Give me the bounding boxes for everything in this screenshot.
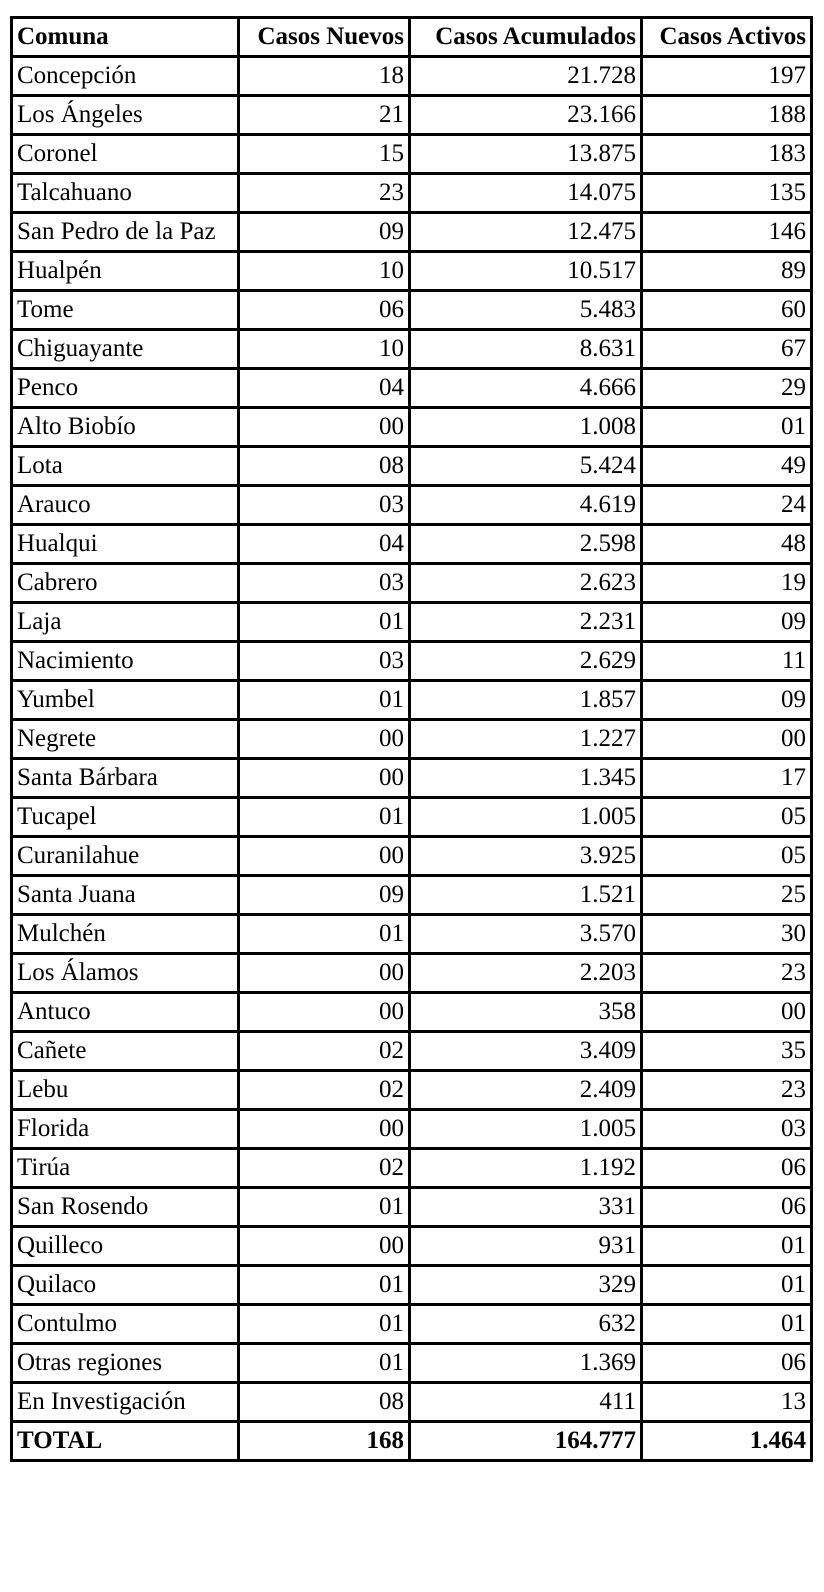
table-row (12, 954, 812, 993)
casos-nuevos-cell: 01 (239, 1266, 410, 1305)
casos-activos-cell: 48 (642, 525, 812, 564)
header-comuna: Comuna (12, 18, 239, 57)
table-row (12, 1227, 812, 1266)
casos-nuevos-cell: 00 (239, 720, 410, 759)
casos-activos-cell: 00 (642, 993, 812, 1032)
comuna-cell: Hualqui (12, 525, 239, 564)
casos-activos-cell: 89 (642, 252, 812, 291)
casos-acumulados-cell: 2.629 (410, 642, 642, 681)
casos-activos-cell: 30 (642, 915, 812, 954)
table-row (12, 213, 812, 252)
casos-acumulados-cell: 14.075 (410, 174, 642, 213)
casos-nuevos-cell: 09 (239, 213, 410, 252)
table-row (12, 252, 812, 291)
casos-nuevos-cell: 02 (239, 1071, 410, 1110)
casos-nuevos-cell: 23 (239, 174, 410, 213)
casos-acumulados-cell: 329 (410, 1266, 642, 1305)
comuna-cell: Antuco (12, 993, 239, 1032)
casos-activos-cell: 49 (642, 447, 812, 486)
casos-nuevos-cell: 03 (239, 564, 410, 603)
casos-nuevos-cell: 00 (239, 408, 410, 447)
casos-activos-cell: 19 (642, 564, 812, 603)
casos-nuevos-cell: 04 (239, 525, 410, 564)
casos-acumulados-cell: 1.192 (410, 1149, 642, 1188)
casos-activos-cell: 01 (642, 1266, 812, 1305)
casos-activos-cell: 01 (642, 1305, 812, 1344)
table-row (12, 1188, 812, 1227)
casos-acumulados-cell: 2.623 (410, 564, 642, 603)
casos-acumulados-cell: 1.369 (410, 1344, 642, 1383)
comuna-cell: Penco (12, 369, 239, 408)
casos-activos-cell: 09 (642, 603, 812, 642)
casos-acumulados-cell: 12.475 (410, 213, 642, 252)
casos-nuevos-cell: 00 (239, 759, 410, 798)
table-row (12, 642, 812, 681)
table-row (12, 135, 812, 174)
comuna-cell: Lebu (12, 1071, 239, 1110)
casos-activos-cell: 188 (642, 96, 812, 135)
casos-activos-cell: 05 (642, 837, 812, 876)
header-casos-nuevos: Casos Nuevos (239, 18, 410, 57)
casos-acumulados-cell: 13.875 (410, 135, 642, 174)
comuna-cell: En Investigación (12, 1383, 239, 1422)
casos-activos-cell: 183 (642, 135, 812, 174)
casos-nuevos-cell: 08 (239, 1383, 410, 1422)
comuna-cell: Tucapel (12, 798, 239, 837)
comuna-cell: Chiguayante (12, 330, 239, 369)
table-row (12, 369, 812, 408)
casos-nuevos-cell: 04 (239, 369, 410, 408)
table-row (12, 876, 812, 915)
comuna-cell: Florida (12, 1110, 239, 1149)
casos-acumulados-cell: 2.231 (410, 603, 642, 642)
casos-activos-cell: 17 (642, 759, 812, 798)
table-row (12, 1149, 812, 1188)
comuna-cell: Coronel (12, 135, 239, 174)
comuna-cell: Contulmo (12, 1305, 239, 1344)
comuna-cell: Hualpén (12, 252, 239, 291)
casos-activos-cell: 06 (642, 1344, 812, 1383)
casos-activos-cell: 06 (642, 1149, 812, 1188)
casos-acumulados-cell: 411 (410, 1383, 642, 1422)
casos-acumulados-cell: 1.005 (410, 798, 642, 837)
casos-nuevos-cell: 09 (239, 876, 410, 915)
table-row (12, 408, 812, 447)
table-row (12, 603, 812, 642)
header-casos-activos: Casos Activos (642, 18, 812, 57)
comuna-cell: Los Ángeles (12, 96, 239, 135)
casos-acumulados-cell: 5.424 (410, 447, 642, 486)
casos-nuevos-cell: 01 (239, 1305, 410, 1344)
comuna-cell: San Rosendo (12, 1188, 239, 1227)
casos-activos-cell: 06 (642, 1188, 812, 1227)
comuna-cell: Cabrero (12, 564, 239, 603)
casos-acumulados-cell: 8.631 (410, 330, 642, 369)
casos-acumulados-cell: 3.570 (410, 915, 642, 954)
casos-acumulados-cell: 23.166 (410, 96, 642, 135)
casos-nuevos-cell: 00 (239, 993, 410, 1032)
casos-acumulados-cell: 931 (410, 1227, 642, 1266)
casos-nuevos-cell: 00 (239, 1227, 410, 1266)
comuna-cell: Negrete (12, 720, 239, 759)
casos-activos-cell: 146 (642, 213, 812, 252)
casos-nuevos-cell: 03 (239, 486, 410, 525)
table-row (12, 759, 812, 798)
table-row (12, 174, 812, 213)
casos-nuevos-cell: 03 (239, 642, 410, 681)
table-row (12, 837, 812, 876)
casos-acumulados-cell: 2.409 (410, 1071, 642, 1110)
casos-acumulados-cell: 2.598 (410, 525, 642, 564)
table-row (12, 486, 812, 525)
casos-activos-cell: 35 (642, 1032, 812, 1071)
casos-activos-cell: 01 (642, 1227, 812, 1266)
total-row (12, 1422, 812, 1461)
table-row (12, 1305, 812, 1344)
comuna-cell: Arauco (12, 486, 239, 525)
table-row (12, 564, 812, 603)
table-row (12, 720, 812, 759)
casos-nuevos-cell: 18 (239, 57, 410, 96)
casos-nuevos-cell: 08 (239, 447, 410, 486)
comuna-cell: Lota (12, 447, 239, 486)
table-row (12, 1032, 812, 1071)
comuna-cell: Quilleco (12, 1227, 239, 1266)
casos-acumulados-cell: 3.409 (410, 1032, 642, 1071)
table-row (12, 1383, 812, 1422)
casos-activos-cell: 197 (642, 57, 812, 96)
comuna-cell: Los Álamos (12, 954, 239, 993)
total-casos-nuevos-cell: 168 (239, 1422, 410, 1461)
casos-nuevos-cell: 01 (239, 1188, 410, 1227)
total-comuna-cell: TOTAL (12, 1422, 239, 1461)
comuna-cell: Quilaco (12, 1266, 239, 1305)
casos-nuevos-cell: 01 (239, 603, 410, 642)
header-casos-acumulados: Casos Acumulados (410, 18, 642, 57)
header-row (12, 18, 812, 57)
casos-acumulados-cell: 1.005 (410, 1110, 642, 1149)
casos-nuevos-cell: 10 (239, 330, 410, 369)
table-row (12, 993, 812, 1032)
casos-nuevos-cell: 01 (239, 798, 410, 837)
casos-nuevos-cell: 02 (239, 1149, 410, 1188)
comuna-cell: Yumbel (12, 681, 239, 720)
table-row (12, 525, 812, 564)
total-casos-activos-cell: 1.464 (642, 1422, 812, 1461)
casos-activos-cell: 135 (642, 174, 812, 213)
casos-nuevos-cell: 21 (239, 96, 410, 135)
casos-activos-cell: 01 (642, 408, 812, 447)
comuna-cell: Laja (12, 603, 239, 642)
comuna-cell: Curanilahue (12, 837, 239, 876)
table-row (12, 57, 812, 96)
casos-activos-cell: 03 (642, 1110, 812, 1149)
casos-acumulados-cell: 331 (410, 1188, 642, 1227)
table-row (12, 1266, 812, 1305)
comuna-cell: Alto Biobío (12, 408, 239, 447)
casos-acumulados-cell: 358 (410, 993, 642, 1032)
table-row (12, 447, 812, 486)
casos-activos-cell: 67 (642, 330, 812, 369)
casos-activos-cell: 25 (642, 876, 812, 915)
casos-activos-cell: 00 (642, 720, 812, 759)
casos-acumulados-cell: 1.857 (410, 681, 642, 720)
casos-acumulados-cell: 4.619 (410, 486, 642, 525)
comuna-cell: San Pedro de la Paz (12, 213, 239, 252)
casos-acumulados-cell: 21.728 (410, 57, 642, 96)
casos-nuevos-cell: 15 (239, 135, 410, 174)
casos-acumulados-cell: 632 (410, 1305, 642, 1344)
casos-nuevos-cell: 01 (239, 915, 410, 954)
casos-acumulados-cell: 1.227 (410, 720, 642, 759)
comuna-cell: Santa Bárbara (12, 759, 239, 798)
casos-activos-cell: 13 (642, 1383, 812, 1422)
casos-activos-cell: 23 (642, 1071, 812, 1110)
comuna-cell: Mulchén (12, 915, 239, 954)
comuna-cell: Tirúa (12, 1149, 239, 1188)
casos-nuevos-cell: 01 (239, 681, 410, 720)
casos-activos-cell: 05 (642, 798, 812, 837)
table-row (12, 1110, 812, 1149)
table-row (12, 96, 812, 135)
table-row (12, 291, 812, 330)
table-row (12, 798, 812, 837)
casos-nuevos-cell: 00 (239, 837, 410, 876)
casos-nuevos-cell: 02 (239, 1032, 410, 1071)
casos-nuevos-cell: 00 (239, 954, 410, 993)
casos-nuevos-cell: 10 (239, 252, 410, 291)
comuna-cell: Nacimiento (12, 642, 239, 681)
comuna-cell: Tome (12, 291, 239, 330)
comuna-cell: Talcahuano (12, 174, 239, 213)
comuna-cell: Concepción (12, 57, 239, 96)
cases-table (10, 16, 813, 1462)
table-row (12, 1071, 812, 1110)
table-row (12, 915, 812, 954)
casos-acumulados-cell: 4.666 (410, 369, 642, 408)
casos-activos-cell: 11 (642, 642, 812, 681)
casos-acumulados-cell: 10.517 (410, 252, 642, 291)
casos-nuevos-cell: 06 (239, 291, 410, 330)
comuna-cell: Santa Juana (12, 876, 239, 915)
casos-acumulados-cell: 1.008 (410, 408, 642, 447)
table-row (12, 1344, 812, 1383)
table-row (12, 681, 812, 720)
casos-activos-cell: 09 (642, 681, 812, 720)
casos-acumulados-cell: 2.203 (410, 954, 642, 993)
comuna-cell: Cañete (12, 1032, 239, 1071)
casos-acumulados-cell: 1.345 (410, 759, 642, 798)
comuna-cell: Otras regiones (12, 1344, 239, 1383)
casos-nuevos-cell: 00 (239, 1110, 410, 1149)
total-casos-acumulados-cell: 164.777 (410, 1422, 642, 1461)
casos-activos-cell: 24 (642, 486, 812, 525)
casos-activos-cell: 29 (642, 369, 812, 408)
table-row (12, 330, 812, 369)
casos-activos-cell: 60 (642, 291, 812, 330)
table-body (12, 57, 812, 1461)
casos-activos-cell: 23 (642, 954, 812, 993)
casos-nuevos-cell: 01 (239, 1344, 410, 1383)
casos-acumulados-cell: 5.483 (410, 291, 642, 330)
casos-acumulados-cell: 1.521 (410, 876, 642, 915)
casos-acumulados-cell: 3.925 (410, 837, 642, 876)
